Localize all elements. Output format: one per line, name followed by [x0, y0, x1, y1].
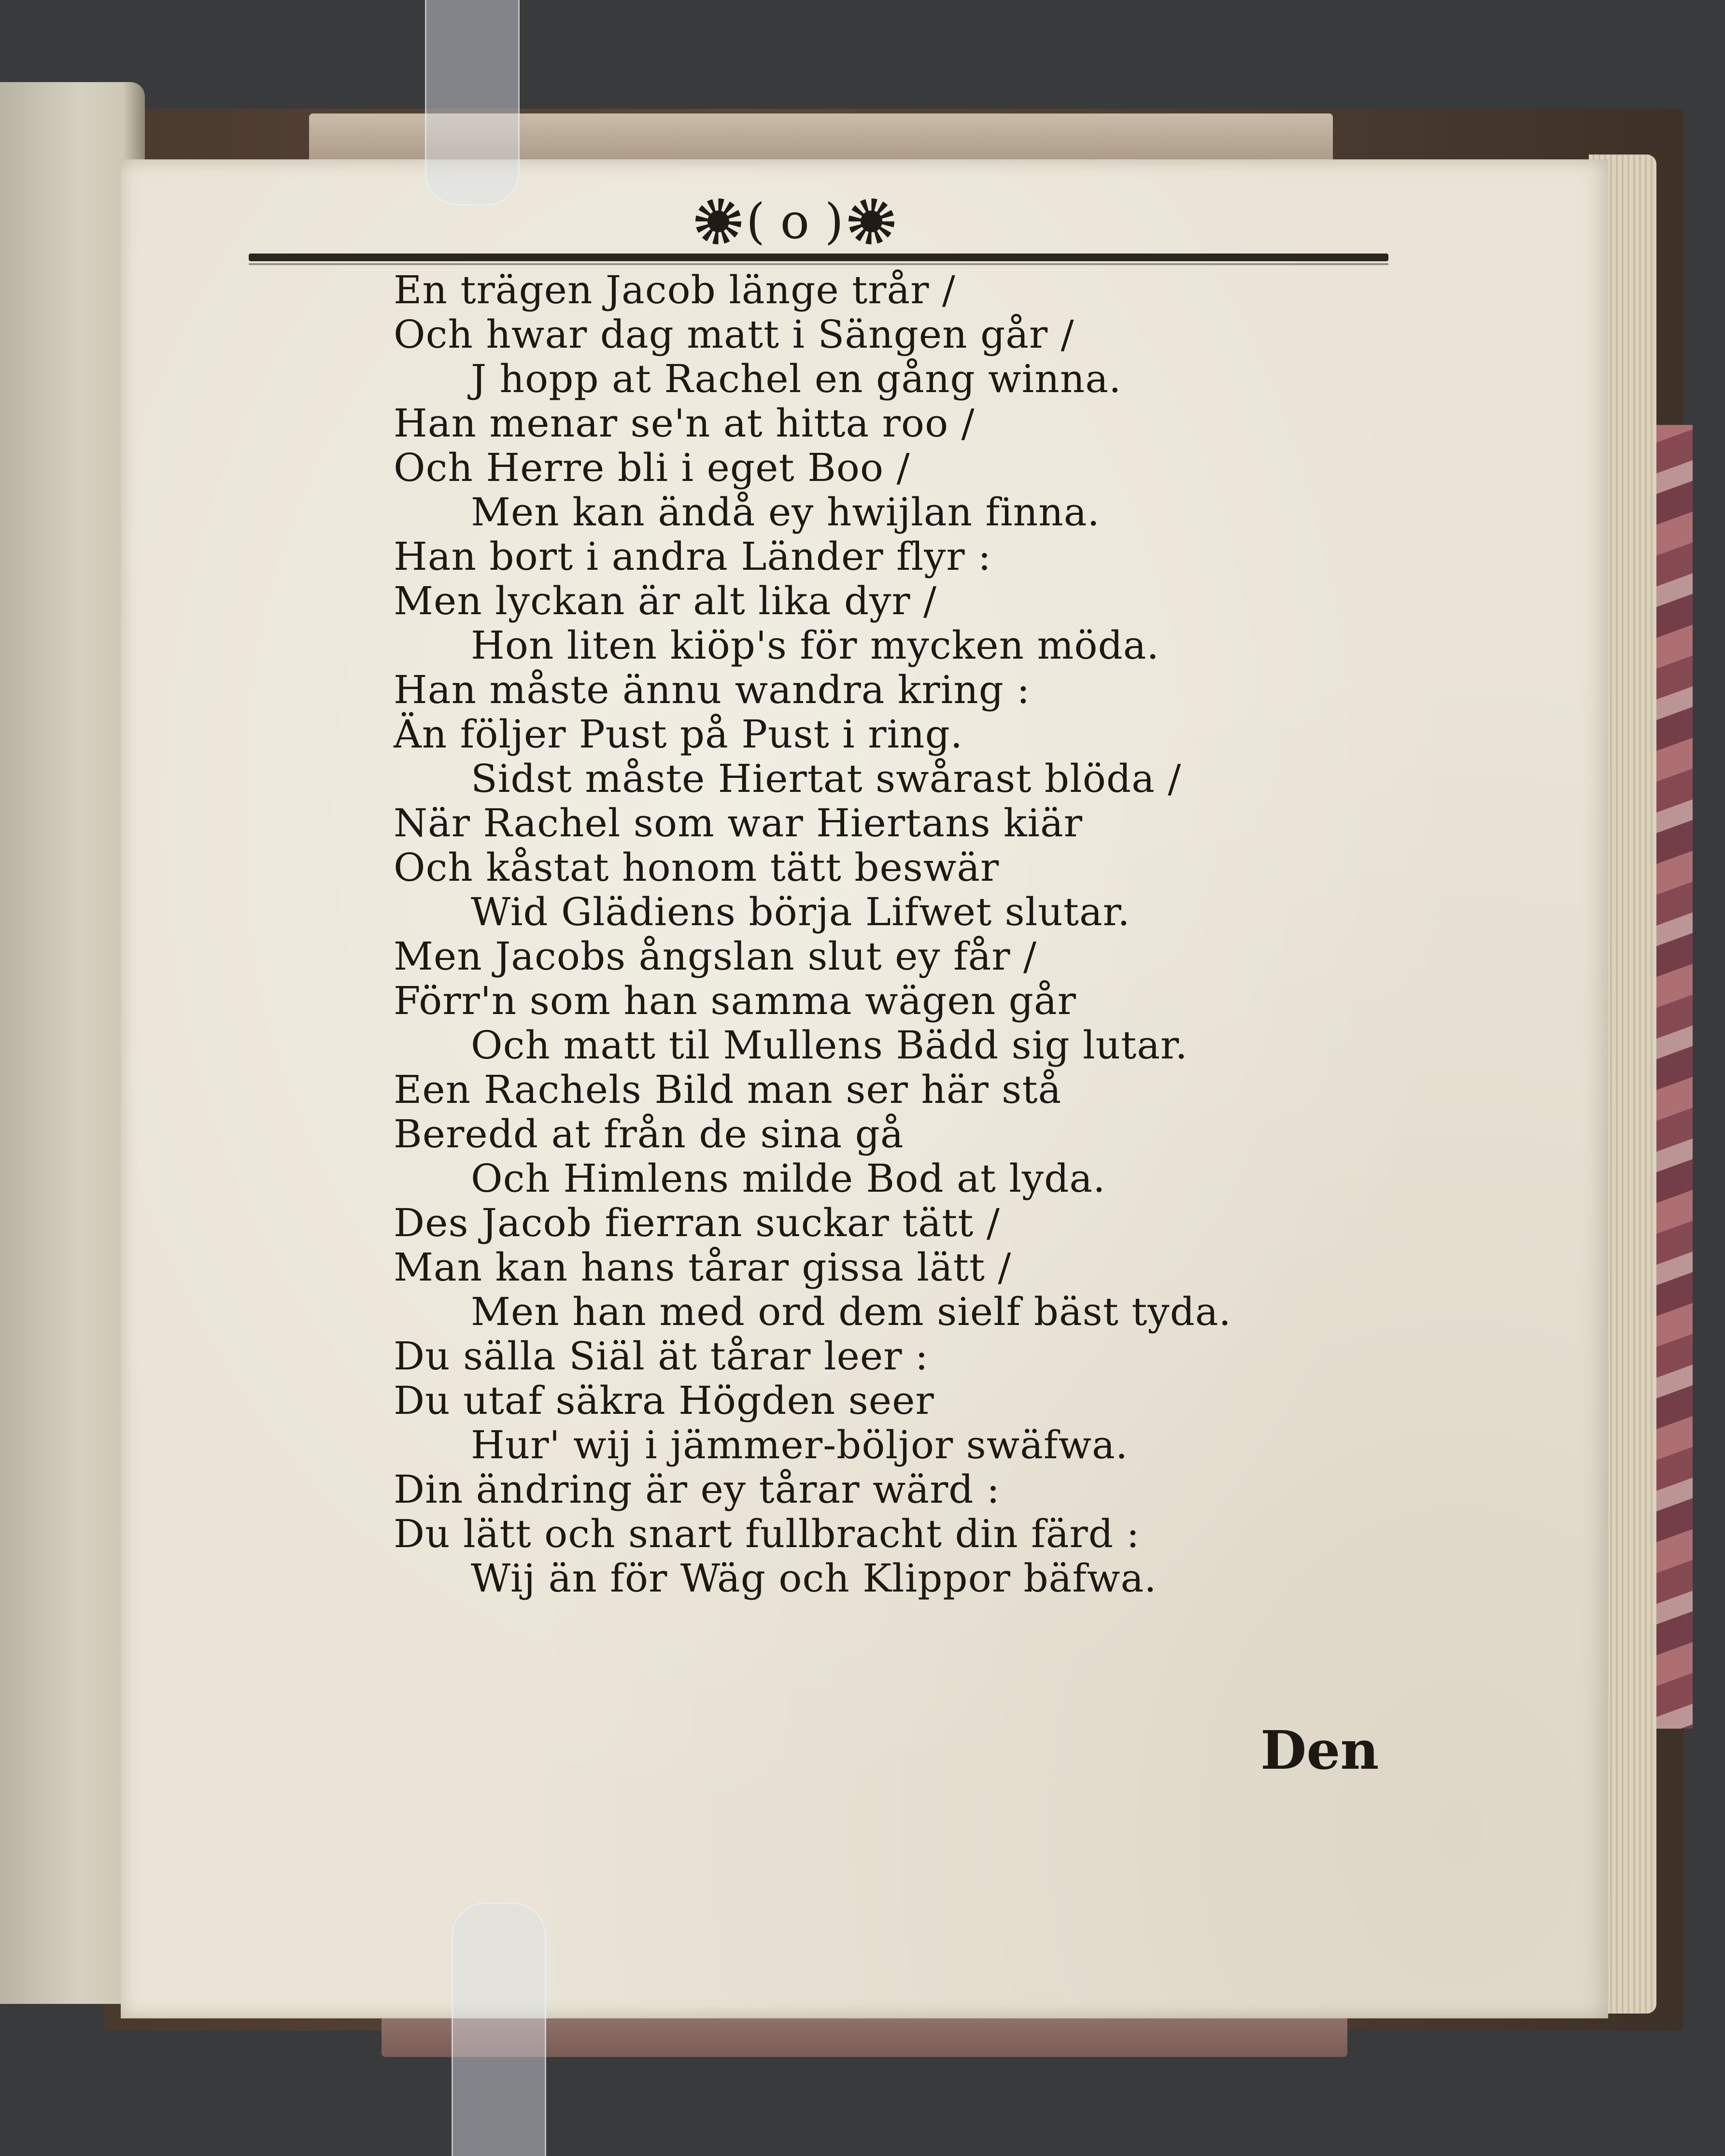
poem-line: Han måste ännu wandra kring :: [394, 667, 1031, 712]
flower-ornament-icon: [848, 198, 894, 244]
poem-line: Sidst måste Hiertat swårast blöda /: [471, 756, 1182, 801]
poem-text: [394, 268, 1456, 1601]
poem-line: Een Rachels Bild man ser här stå: [394, 1067, 1062, 1112]
poem-line: Han bort i andra Länder flyr :: [394, 534, 992, 579]
poem-line: J hopp at Rachel en gång winna.: [471, 356, 1122, 401]
poem-line: Och matt til Mullens Bädd sig lutar.: [471, 1023, 1188, 1068]
poem-line: Man kan hans tårar gissa lätt /: [394, 1245, 1012, 1290]
poem-line: Beredd at från de sina gå: [394, 1112, 904, 1156]
poem-line: Än följer Pust på Pust i ring.: [394, 712, 963, 757]
poem-line: Men kan ändå ey hwijlan finna.: [471, 490, 1100, 535]
poem-line: Men Jacobs ångslan slut ey får /: [394, 934, 1037, 979]
header-rule: [249, 254, 1388, 261]
poem-line: Och Himlens milde Bod at lyda.: [471, 1156, 1106, 1201]
poem-line: Des Jacob fierran suckar tätt /: [394, 1200, 1000, 1245]
poem-line: Du lätt och snart fullbracht din färd :: [394, 1511, 1140, 1556]
catchword: Den: [1260, 1719, 1379, 1781]
page-holder-clip: [452, 1902, 546, 2156]
poem-line: Han menar se'n at hitta roo /: [394, 401, 975, 446]
page-header: [695, 193, 894, 250]
poem-line: Men han med ord dem sielf bäst tyda.: [471, 1289, 1231, 1334]
poem-line: Du sälla Siäl ät tårar leer :: [394, 1334, 929, 1379]
poem-line: Wid Glädiens börja Lifwet slutar.: [471, 889, 1131, 934]
poem-line: Hur' wij i jämmer-böljor swäfwa.: [471, 1423, 1129, 1467]
poem-line: Och Herre bli i eget Boo /: [394, 445, 910, 490]
page-number: ( o ): [746, 193, 844, 250]
poem-line: När Rachel som war Hiertans kiär: [394, 801, 1083, 845]
poem-line: Och hwar dag matt i Sängen går /: [394, 312, 1075, 357]
page-holder-clip: [425, 0, 520, 206]
poem-line: Hon liten kiöp's för mycken möda.: [471, 623, 1159, 668]
poem-line: Förr'n som han samma wägen går: [394, 978, 1076, 1023]
flower-ornament-icon: [695, 198, 741, 244]
poem-line: En trägen Jacob länge trår /: [394, 268, 956, 312]
poem-line: Wij än för Wäg och Klippor bäfwa.: [471, 1556, 1157, 1601]
poem-line: Men lyckan är alt lika dyr /: [394, 578, 937, 623]
poem-line: Du utaf säkra Högden seer: [394, 1378, 934, 1423]
poem-line: Och kåstat honom tätt beswär: [394, 845, 1000, 890]
poem-line: Din ändring är ey tårar wärd :: [394, 1467, 1000, 1512]
